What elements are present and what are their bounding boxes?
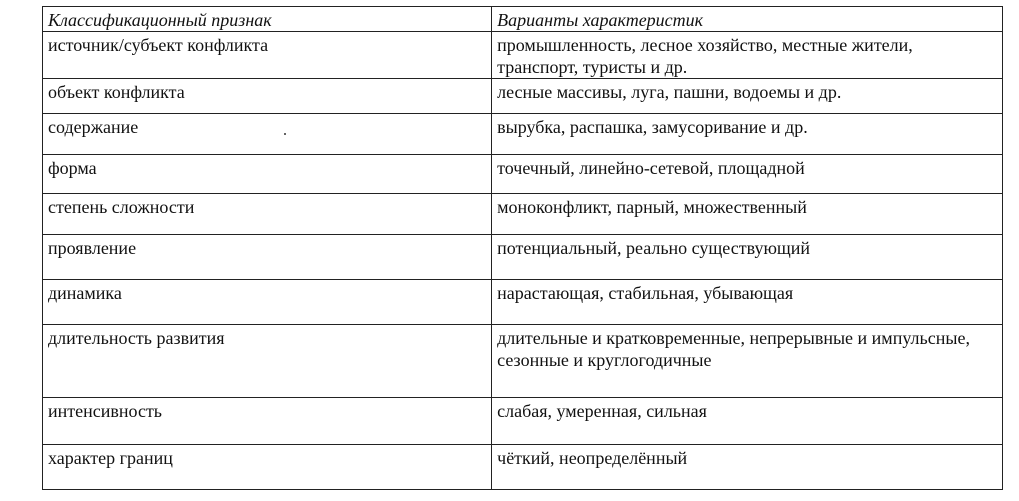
variants-cell: чёткий, неопределённый [492, 445, 1003, 490]
table-row [43, 398, 1003, 445]
feature-cell: проявление [43, 235, 492, 280]
variants-cell: вырубка, распашка, замусоривание и др. [492, 114, 1003, 155]
table-header-row [43, 7, 1003, 32]
feature-cell: динамика [43, 280, 492, 325]
variants-cell: длительные и кратковременные, непрерывные и импульсные, сезонные и круглогодичные [492, 325, 1003, 398]
header-variants: Варианты характеристик [492, 7, 1003, 32]
table-row [43, 194, 1003, 235]
variants-cell: промышленность, лесное хозяйство, местные жители, транспорт, туристы и др. [492, 32, 1003, 79]
stray-dot [284, 133, 286, 135]
feature-cell: форма [43, 155, 492, 194]
classification-table [42, 6, 1003, 490]
feature-cell: характер границ [43, 445, 492, 490]
table-row [43, 79, 1003, 114]
feature-cell: источник/субъект конфликта [43, 32, 492, 79]
table-row [43, 235, 1003, 280]
variants-cell: нарастающая, стабильная, убывающая [492, 280, 1003, 325]
variants-cell: моноконфликт, парный, множественный [492, 194, 1003, 235]
table-row [43, 155, 1003, 194]
feature-cell: длительность развития [43, 325, 492, 398]
variants-cell: слабая, умеренная, сильная [492, 398, 1003, 445]
table-row [43, 445, 1003, 490]
variants-cell: лесные массивы, луга, пашни, водоемы и др. [492, 79, 1003, 114]
table-row [43, 32, 1003, 79]
variants-cell: точечный, линейно-сетевой, площадной [492, 155, 1003, 194]
table-row [43, 114, 1003, 155]
header-feature: Классификационный признак [43, 7, 492, 32]
feature-cell: содержание [43, 114, 492, 155]
table-row [43, 280, 1003, 325]
feature-cell: интенсивность [43, 398, 492, 445]
table-row [43, 325, 1003, 398]
feature-cell: степень сложности [43, 194, 492, 235]
feature-cell: объект конфликта [43, 79, 492, 114]
variants-cell: потенциальный, реально существующий [492, 235, 1003, 280]
